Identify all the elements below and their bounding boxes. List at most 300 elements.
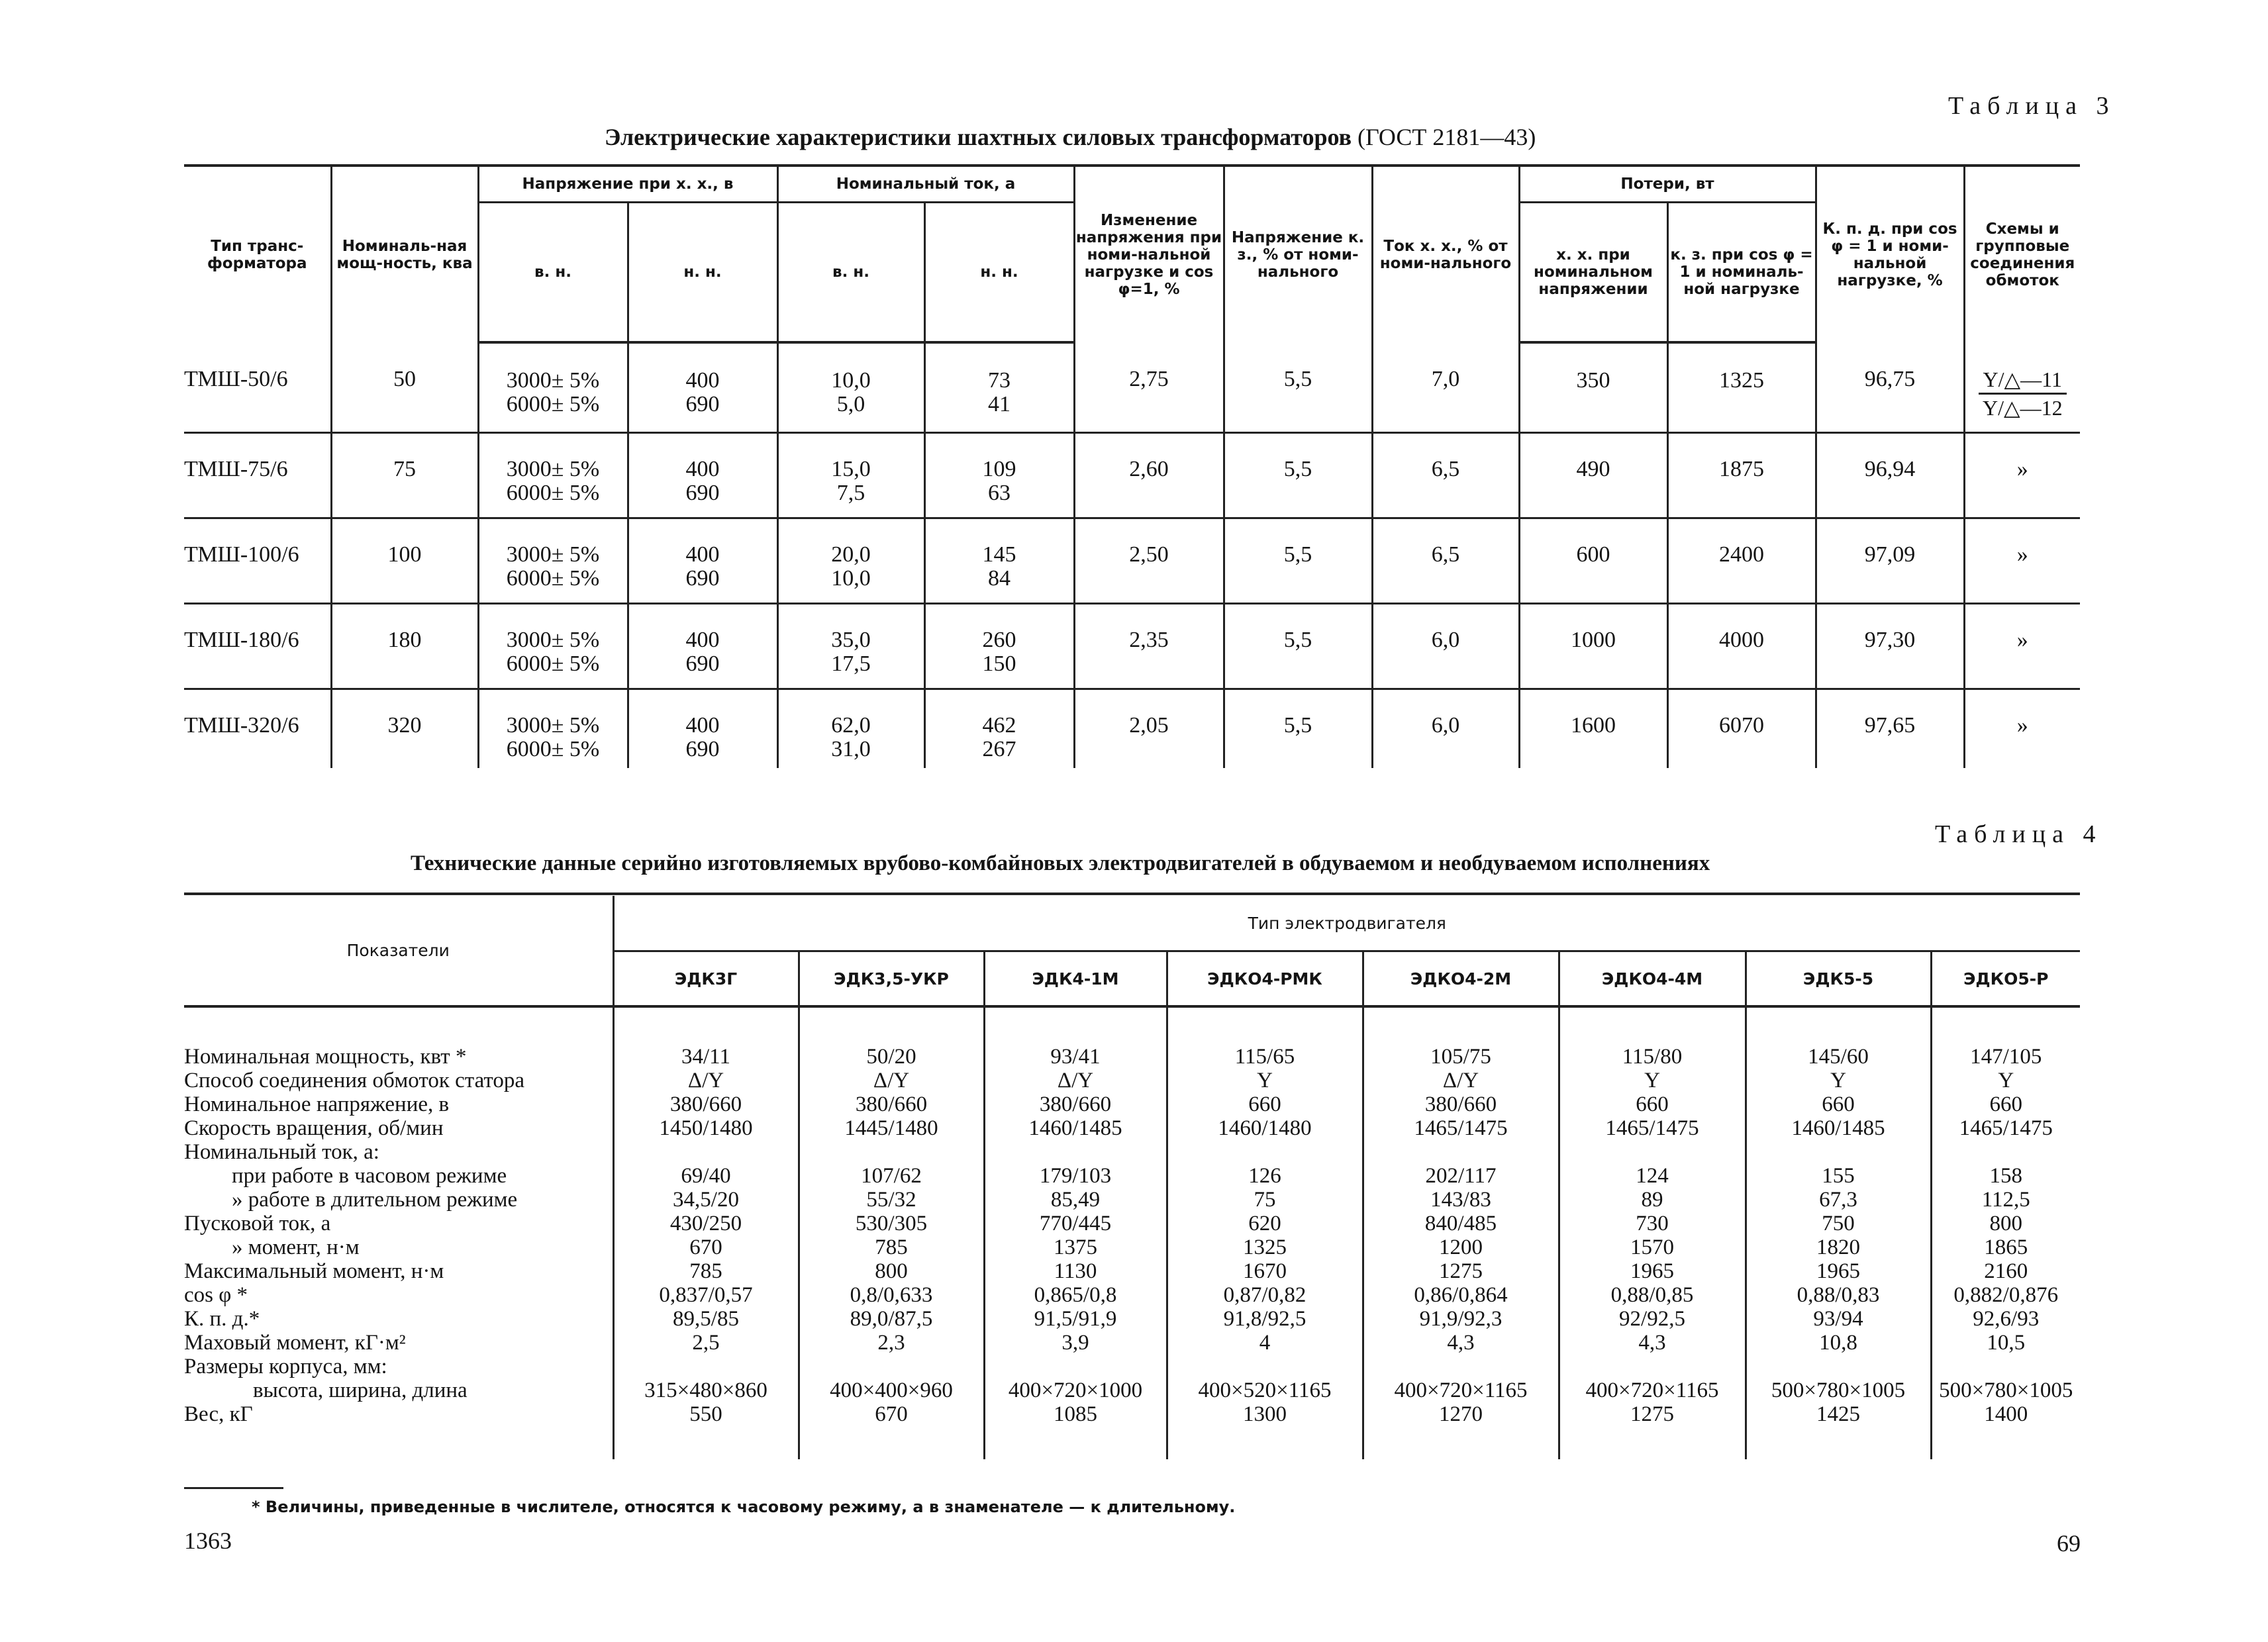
cell-line: 150: [982, 652, 1016, 676]
cell-change: 2,60: [1074, 433, 1224, 518]
cell-vn: [478, 433, 628, 518]
cell-line: 73: [988, 368, 1011, 393]
motor-value: 670: [689, 1235, 722, 1259]
cell-change: 2,35: [1074, 604, 1224, 689]
cell-scheme: [1964, 342, 2080, 433]
header-motor: ЭДКО5-Р: [1931, 951, 2080, 1007]
cell-line: 35,0: [831, 628, 871, 652]
param-label: » работе в длительном режиме: [232, 1188, 518, 1212]
cell-loss-kz: 6070: [1667, 689, 1816, 769]
cell-power: 320: [331, 689, 478, 769]
header-i0: Ток х. х., % от номи-нального: [1372, 167, 1519, 342]
cell-uk: 5,5: [1224, 604, 1372, 689]
cell-line: 15,0: [831, 457, 871, 481]
cell-uk: 5,5: [1224, 342, 1372, 433]
header-motor: ЭДК4-1М: [984, 951, 1167, 1007]
motor-column: [1559, 1006, 1746, 1459]
motor-value: 400×720×1165: [1394, 1378, 1528, 1402]
motor-value: [1364, 1355, 1558, 1378]
motor-value: 0,8/0,633: [850, 1283, 933, 1307]
motor-value: 500×780×1005: [1771, 1378, 1906, 1402]
cell-scheme: »: [1964, 433, 2080, 518]
cell-line: 109: [982, 457, 1016, 481]
cell-nn: [628, 433, 777, 518]
table-row: [184, 1006, 2080, 1459]
motor-value: 400×720×1000: [1008, 1378, 1143, 1402]
motor-value: [1168, 1140, 1362, 1164]
motor-value: 620: [1248, 1212, 1281, 1235]
motor-value: 50/20: [866, 1045, 916, 1069]
cell-line: 3000± 5%: [506, 628, 600, 652]
param-label: Размеры корпуса, мм:: [184, 1355, 387, 1378]
motor-value: Y: [1998, 1069, 2014, 1092]
motor-value: 91,8/92,5: [1223, 1307, 1307, 1331]
motor-value: 1085: [1054, 1402, 1097, 1426]
cell-power: 100: [331, 518, 478, 604]
table-row: [184, 433, 2080, 518]
motor-value: 1270: [1439, 1402, 1483, 1426]
motor-column: [613, 1006, 799, 1459]
cell-line: 41: [988, 392, 1011, 416]
cell-line: 63: [988, 481, 1011, 505]
cell-line: 84: [988, 566, 1011, 591]
motor-value: 155: [1822, 1164, 1855, 1188]
header-motor: ЭДКО4-4М: [1559, 951, 1746, 1007]
motor-value: [1364, 1140, 1558, 1164]
motor-value: 89,5/85: [673, 1307, 739, 1331]
cell-line: 400: [685, 457, 720, 481]
motor-value: 380/660: [669, 1092, 742, 1116]
cell-line: 690: [685, 481, 720, 505]
motor-value: 1400: [1984, 1402, 2028, 1426]
motor-value: 660: [1989, 1092, 2023, 1116]
header-eff: К. п. д. при cos φ = 1 и номи-нальной нагрузке, %: [1816, 167, 1964, 342]
cell-loss-kz: 1325: [1667, 342, 1816, 433]
motor-value: 400×720×1165: [1585, 1378, 1719, 1402]
page-number: 69: [2057, 1530, 2081, 1557]
motor-column: [1363, 1006, 1559, 1459]
cell-i0: 6,0: [1372, 689, 1519, 769]
motor-value: 85,49: [1050, 1188, 1101, 1212]
param-label: Способ соединения обмоток статора: [184, 1069, 525, 1092]
motor-value: 2,5: [692, 1331, 720, 1355]
cell-line: 7,5: [836, 481, 865, 505]
cell-line: 145: [982, 542, 1016, 567]
scheme-fraction: [1979, 367, 2067, 420]
table3-label: Таблица 3: [1948, 92, 2116, 120]
table3-title-gost: (ГОСТ 2181—43): [1357, 124, 1536, 150]
motor-value: 1445/1480: [844, 1116, 938, 1140]
header-current-nn: н. н.: [924, 203, 1074, 343]
table3: [184, 167, 2080, 768]
motor-value: 1460/1485: [1791, 1116, 1885, 1140]
motor-value: 500×780×1005: [1939, 1378, 2073, 1402]
cell-inn: [924, 433, 1074, 518]
cell-eff: 97,09: [1816, 518, 1964, 604]
cell-ivn: [777, 433, 924, 518]
motor-value: Y: [1830, 1069, 1846, 1092]
motor-value: [1747, 1140, 1930, 1164]
motor-value: 105/75: [1430, 1045, 1491, 1069]
param-label: Максимальный момент, н·м: [184, 1259, 444, 1283]
cell-type: ТМШ-320/6: [184, 689, 331, 769]
motor-value: 3,9: [1061, 1331, 1089, 1355]
header-losses-group: Потери, вт: [1519, 167, 1816, 203]
header-motor: ЭДК3,5-УКР: [799, 951, 984, 1007]
cell-loss-xx: 490: [1519, 433, 1667, 518]
header-voltage-nn: н. н.: [628, 203, 777, 343]
cell-scheme: »: [1964, 604, 2080, 689]
motor-value: 670: [875, 1402, 908, 1426]
cell-line: 267: [982, 737, 1016, 761]
motor-value: 0,88/0,85: [1610, 1283, 1694, 1307]
param-label: Номинальный ток, а:: [184, 1140, 379, 1164]
motor-value: 315×480×860: [644, 1378, 767, 1402]
cell-loss-kz: 1875: [1667, 433, 1816, 518]
cell-uk: 5,5: [1224, 518, 1372, 604]
param-label: Номинальная мощность, квт *: [184, 1045, 467, 1069]
header-scheme: Схемы и групповые соединения обмоток: [1964, 167, 2080, 342]
header-type: Тип транс-форматора: [207, 237, 307, 272]
param-labels: [184, 1006, 613, 1459]
motor-value: [615, 1355, 798, 1378]
cell-line: 20,0: [831, 542, 871, 567]
motor-value: 1275: [1439, 1259, 1483, 1283]
cell-type: ТМШ-75/6: [184, 433, 331, 518]
header-motor: ЭДК5-5: [1746, 951, 1931, 1007]
motor-value: 69/40: [681, 1164, 731, 1188]
motor-value: Δ/Y: [687, 1069, 724, 1092]
table4-label: Таблица 4: [1935, 820, 2102, 848]
motor-value: 147/105: [1970, 1045, 2042, 1069]
motor-value: 2,3: [877, 1331, 905, 1355]
motor-value: 93/94: [1813, 1307, 1863, 1331]
cell-line: 3000± 5%: [506, 457, 600, 481]
cell-line: 690: [685, 392, 720, 416]
cell-ivn: [777, 518, 924, 604]
motor-value: 1965: [1630, 1259, 1674, 1283]
param-label: Вес, кГ: [184, 1402, 253, 1426]
motor-value: 1200: [1439, 1235, 1483, 1259]
motor-value: 55/32: [866, 1188, 916, 1212]
motor-value: 730: [1636, 1212, 1669, 1235]
cell-nn: [628, 518, 777, 604]
cell-loss-xx: 1000: [1519, 604, 1667, 689]
motor-value: 89: [1641, 1188, 1663, 1212]
motor-value: 158: [1989, 1164, 2023, 1188]
cell-line: 690: [685, 566, 720, 591]
motor-column: [1167, 1006, 1363, 1459]
motor-value: 1465/1475: [1959, 1116, 2053, 1140]
motor-value: 115/65: [1234, 1045, 1295, 1069]
motor-value: [615, 1140, 798, 1164]
scheme-denominator: Y/△—12: [1982, 396, 2063, 420]
motor-value: 785: [689, 1259, 722, 1283]
param-label: Скорость вращения, об/мин: [184, 1116, 444, 1140]
cell-scheme: »: [1964, 518, 2080, 604]
cell-eff: 96,75: [1816, 342, 1964, 433]
motor-value: 67,3: [1819, 1188, 1857, 1212]
header-motor: ЭДК3Г: [613, 951, 799, 1007]
motor-value: 93/41: [1050, 1045, 1101, 1069]
motor-value: 0,865/0,8: [1034, 1283, 1117, 1307]
motor-value: 660: [1248, 1092, 1281, 1116]
cell-eff: 97,65: [1816, 689, 1964, 769]
motor-value: 179/103: [1039, 1164, 1112, 1188]
motor-value: 124: [1636, 1164, 1669, 1188]
motor-column: [1746, 1006, 1931, 1459]
table4: [184, 896, 2080, 1459]
motor-value: 1300: [1243, 1402, 1287, 1426]
header-current-group: Номинальный ток, а: [777, 167, 1074, 203]
motor-value: 2160: [1984, 1259, 2028, 1283]
cell-line: 400: [685, 713, 720, 738]
motor-value: [1560, 1140, 1745, 1164]
header-motor: ЭДКО4-РМК: [1167, 951, 1363, 1007]
param-label: при работе в часовом режиме: [232, 1164, 507, 1188]
motor-value: 91,9/92,3: [1419, 1307, 1503, 1331]
cell-line: 17,5: [831, 652, 871, 676]
cell-scheme: »: [1964, 689, 2080, 769]
param-label: Пусковой ток, а: [184, 1212, 331, 1235]
cell-line: 400: [685, 368, 720, 393]
cell-vn: [478, 604, 628, 689]
table3-title-text: Электрические характеристики шахтных силовых трансформаторов: [605, 124, 1352, 150]
motor-value: 0,88/0,83: [1797, 1283, 1880, 1307]
cell-loss-kz: 2400: [1667, 518, 1816, 604]
cell-inn: [924, 518, 1074, 604]
motor-value: Y: [1257, 1069, 1273, 1092]
motor-value: 1820: [1816, 1235, 1860, 1259]
motor-value: 1670: [1243, 1259, 1287, 1283]
cell-loss-kz: 4000: [1667, 604, 1816, 689]
cell-ivn: [777, 604, 924, 689]
cell-inn: [924, 689, 1074, 769]
motor-value: 4,3: [1638, 1331, 1666, 1355]
table-row: [184, 689, 2080, 769]
cell-loss-xx: 350: [1519, 342, 1667, 433]
cell-i0: 7,0: [1372, 342, 1519, 433]
header-params: Показатели: [184, 896, 613, 1006]
motor-value: 1375: [1054, 1235, 1097, 1259]
cell-nn: [628, 342, 777, 433]
cell-change: 2,50: [1074, 518, 1224, 604]
header-loss-xx: х. х. при номинальном напряжении: [1519, 203, 1667, 343]
cell-line: 6000± 5%: [506, 566, 600, 591]
motor-value: 0,87/0,82: [1223, 1283, 1307, 1307]
scheme-numerator: Y/△—11: [1979, 367, 2067, 395]
motor-value: 0,86/0,864: [1414, 1283, 1508, 1307]
param-label: Маховый момент, кГ·м²: [184, 1331, 406, 1355]
motor-column: [1931, 1006, 2080, 1459]
motor-value: Δ/Y: [873, 1069, 910, 1092]
table-row: [184, 604, 2080, 689]
cell-line: 3000± 5%: [506, 368, 600, 393]
cell-line: 400: [685, 542, 720, 567]
cell-line: 31,0: [831, 737, 871, 761]
cell-uk: 5,5: [1224, 433, 1372, 518]
motor-value: 1965: [1816, 1259, 1860, 1283]
motor-value: 1275: [1630, 1402, 1674, 1426]
cell-line: 6000± 5%: [506, 481, 600, 505]
motor-value: 400×520×1165: [1198, 1378, 1332, 1402]
motor-value: 1325: [1243, 1235, 1287, 1259]
motor-value: 380/660: [1039, 1092, 1112, 1116]
cell-line: 400: [685, 628, 720, 652]
motor-value: [800, 1355, 983, 1378]
cell-eff: 97,30: [1816, 604, 1964, 689]
motor-value: 785: [875, 1235, 908, 1259]
header-power: Номиналь-ная мощ-ность, ква: [331, 167, 478, 342]
motor-value: 75: [1254, 1188, 1276, 1212]
motor-value: 1425: [1816, 1402, 1860, 1426]
motor-value: 89,0/87,5: [850, 1307, 933, 1331]
footnote: * Величины, приведенные в числителе, относятся к часовому режиму, а в знаменателе — к длительному.: [252, 1498, 1236, 1516]
cell-vn: [478, 342, 628, 433]
motor-value: 1460/1485: [1028, 1116, 1122, 1140]
cell-uk: 5,5: [1224, 689, 1372, 769]
cell-line: 462: [982, 713, 1016, 738]
motor-value: 550: [689, 1402, 722, 1426]
motor-value: 800: [875, 1259, 908, 1283]
motor-value: [1747, 1355, 1930, 1378]
motor-value: 4,3: [1447, 1331, 1475, 1355]
cell-i0: 6,0: [1372, 604, 1519, 689]
param-label: » момент, н·м: [232, 1235, 360, 1259]
motor-value: 34,5/20: [673, 1188, 739, 1212]
motor-value: 0,837/0,57: [659, 1283, 753, 1307]
cell-line: 6000± 5%: [506, 737, 600, 761]
table4-title: Технические данные серийно изготовляемых врубово-комбайновых электродвигателей в обдуваемом и необдуваемом исполнениях: [411, 851, 1710, 875]
header-voltage-vn: в. н.: [478, 203, 628, 343]
cell-nn: [628, 604, 777, 689]
table-row: [184, 518, 2080, 604]
motor-value: 112,5: [1981, 1188, 2030, 1212]
header-change: Изменение напряжения при номи-нальной нагрузке и cos φ=1, %: [1074, 167, 1224, 342]
motor-value: 380/660: [1424, 1092, 1497, 1116]
motor-value: 4: [1259, 1331, 1271, 1355]
cell-type: ТМШ-50/6: [184, 367, 288, 391]
motor-value: 800: [1989, 1212, 2023, 1235]
motor-value: [1932, 1355, 2081, 1378]
cell-line: 690: [685, 652, 720, 676]
motor-value: 34/11: [681, 1045, 730, 1069]
param-label: Номинальное напряжение, в: [184, 1092, 450, 1116]
cell-line: 3000± 5%: [506, 542, 600, 567]
motor-value: 145/60: [1808, 1045, 1869, 1069]
motor-value: 660: [1822, 1092, 1855, 1116]
motor-value: 430/250: [669, 1212, 742, 1235]
motor-value: 530/305: [855, 1212, 928, 1235]
cell-ivn: [777, 342, 924, 433]
cell-ivn: [777, 689, 924, 769]
cell-inn: [924, 604, 1074, 689]
motor-value: 1130: [1054, 1259, 1097, 1283]
header-motor-type: Тип электродвигателя: [613, 896, 2080, 951]
motor-value: 107/62: [861, 1164, 922, 1188]
motor-value: 126: [1248, 1164, 1281, 1188]
cell-i0: 6,5: [1372, 433, 1519, 518]
cell-power: 75: [331, 433, 478, 518]
motor-value: 202/117: [1425, 1164, 1497, 1188]
cell-change: 2,05: [1074, 689, 1224, 769]
cell-line: 6000± 5%: [506, 392, 600, 416]
cell-line: 3000± 5%: [506, 713, 600, 738]
cell-line: 5,0: [836, 392, 865, 416]
table-row: [184, 342, 2080, 433]
cell-line: 690: [685, 737, 720, 761]
motor-value: 92,6/93: [1973, 1307, 2040, 1331]
cell-loss-xx: 600: [1519, 518, 1667, 604]
cell-line: 6000± 5%: [506, 652, 600, 676]
motor-value: 1865: [1984, 1235, 2028, 1259]
motor-value: 770/445: [1039, 1212, 1112, 1235]
cell-type: ТМШ-180/6: [184, 604, 331, 689]
motor-value: 10,8: [1819, 1331, 1857, 1355]
param-label: К. п. д.*: [184, 1307, 260, 1331]
motor-value: 660: [1636, 1092, 1669, 1116]
cell-loss-xx: 1600: [1519, 689, 1667, 769]
page-code: 1363: [184, 1527, 232, 1554]
cell-vn: [478, 689, 628, 769]
cell-vn: [478, 518, 628, 604]
header-loss-kz: к. з. при cos φ = 1 и номиналь-ной нагрузке: [1667, 203, 1816, 343]
param-label: cos φ *: [184, 1283, 248, 1307]
param-label: высота, ширина, длина: [253, 1378, 468, 1402]
motor-value: 10,5: [1987, 1331, 2026, 1355]
footnote-rule: [184, 1487, 283, 1489]
cell-power: 50: [331, 342, 478, 433]
header-voltage-group: Напряжение при х. х., в: [478, 167, 777, 203]
motor-value: [1560, 1355, 1745, 1378]
cell-inn: [924, 342, 1074, 433]
motor-value: 1465/1475: [1414, 1116, 1508, 1140]
cell-line: 10,0: [831, 368, 871, 393]
cell-type: ТМШ-100/6: [184, 518, 331, 604]
motor-value: 750: [1822, 1212, 1855, 1235]
cell-line: 260: [982, 628, 1016, 652]
motor-value: Δ/Y: [1057, 1069, 1094, 1092]
motor-column: [799, 1006, 984, 1459]
motor-value: 400×400×960: [830, 1378, 953, 1402]
cell-power: 180: [331, 604, 478, 689]
motor-value: Δ/Y: [1442, 1069, 1479, 1092]
cell-line: 10,0: [831, 566, 871, 591]
cell-eff: 96,94: [1816, 433, 1964, 518]
cell-change: 2,75: [1074, 342, 1224, 433]
motor-value: 143/83: [1430, 1188, 1491, 1212]
motor-value: [1168, 1355, 1362, 1378]
motor-value: 92/92,5: [1619, 1307, 1685, 1331]
table4-top-rule: [184, 893, 2080, 895]
motor-value: 91,5/91,9: [1034, 1307, 1117, 1331]
motor-value: [985, 1140, 1166, 1164]
motor-value: [800, 1140, 983, 1164]
cell-i0: 6,5: [1372, 518, 1519, 604]
header-motor: ЭДКО4-2М: [1363, 951, 1559, 1007]
motor-value: 1465/1475: [1605, 1116, 1699, 1140]
table3-title: [605, 123, 1536, 151]
motor-value: Y: [1644, 1069, 1660, 1092]
motor-value: 115/80: [1622, 1045, 1683, 1069]
motor-value: 1450/1480: [659, 1116, 753, 1140]
motor-value: 0,882/0,876: [1953, 1283, 2059, 1307]
motor-column: [984, 1006, 1167, 1459]
motor-value: [1932, 1140, 2081, 1164]
header-current-vn: в. н.: [777, 203, 924, 343]
motor-value: 1570: [1630, 1235, 1674, 1259]
motor-value: 1460/1480: [1218, 1116, 1312, 1140]
